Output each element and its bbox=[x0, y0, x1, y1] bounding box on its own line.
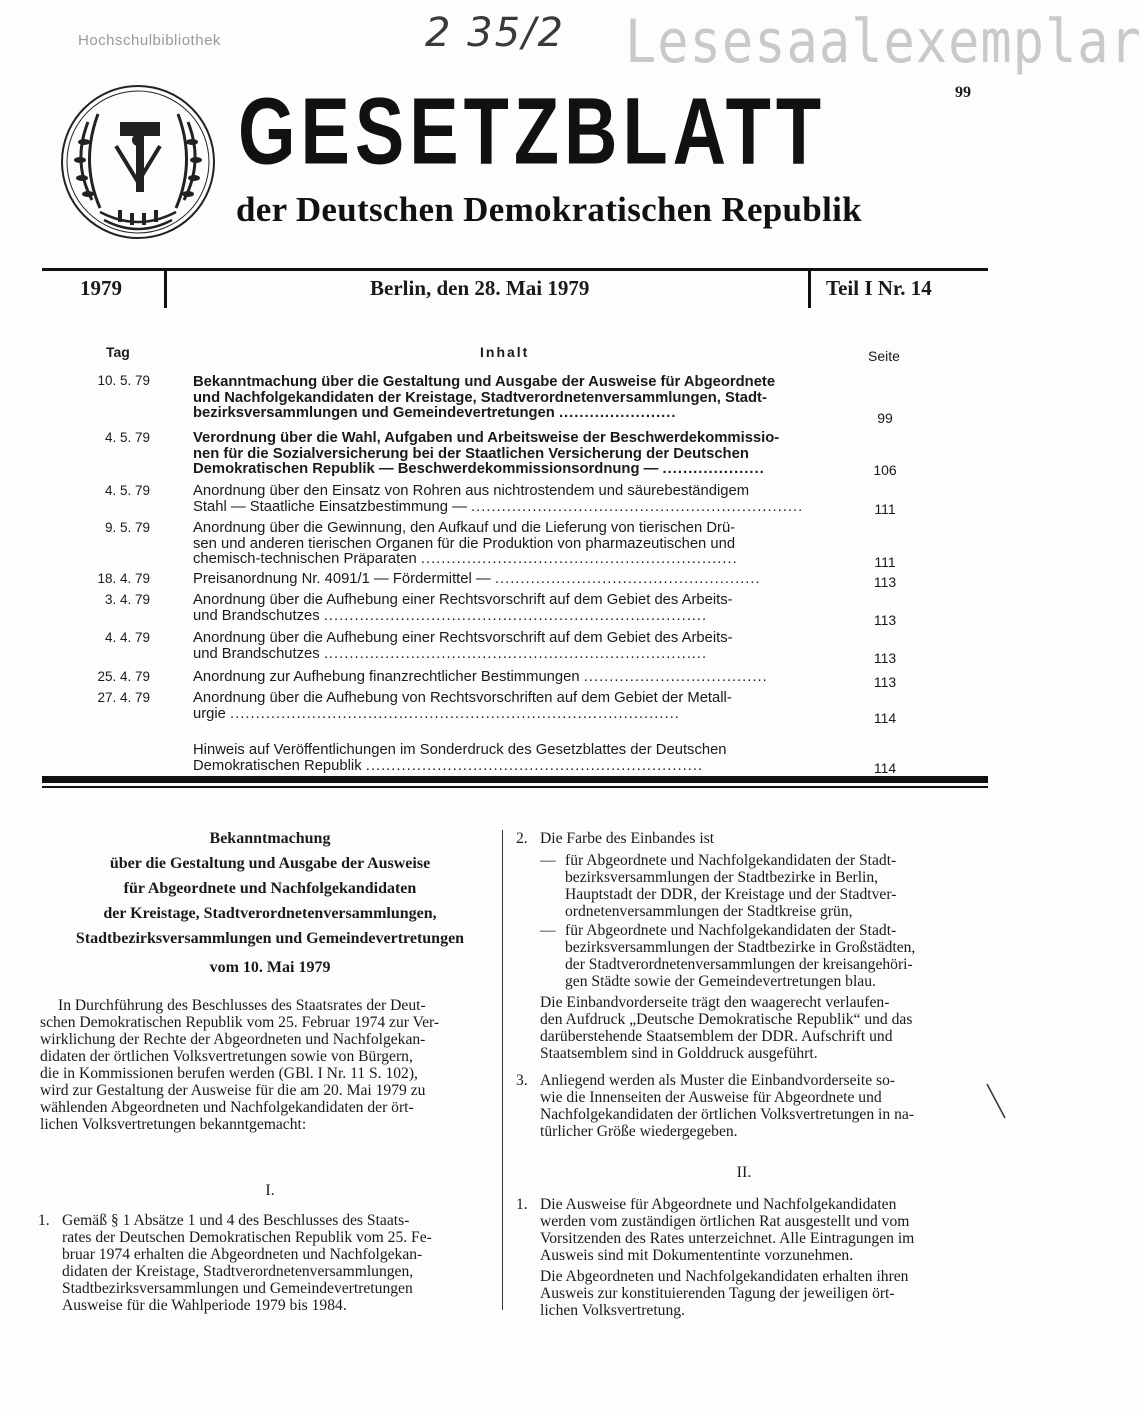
item-2-dash-1: für Abgeordnete und Nachfolgekandidaten der Stadt- bezirksversammlungen der Stadtbezirke in Berlin, Hauptstadt der DDR, der Kreistage und der Stadtver- ordnetenversammlungen der Stadtkreise grün, bbox=[565, 852, 897, 920]
toc-day: 27. 4. 79 bbox=[97, 690, 150, 705]
handwritten-shelfmark: 2 35/2 bbox=[425, 10, 565, 56]
item-4-text: Die Ausweise für Abgeordnete und Nachfolgekandidaten werden vom zuständigen örtlichen Rat ausgestellt und vom Vorsitzenden des Rates unterzeichnet. Alle Eintragungen im Ausweis sind mit Dokumententinte vorzunehmen. bbox=[540, 1196, 915, 1264]
toc-page: 113 bbox=[873, 574, 897, 590]
toc-day: 4. 5. 79 bbox=[104, 430, 150, 445]
toc-day: 18. 4. 79 bbox=[97, 571, 150, 586]
dash-marker: — bbox=[540, 922, 556, 939]
toc-title: Anordnung über die Aufhebung von Rechtsvorschriften auf dem Gebiet der Metall- urgie ........................................................................................ bbox=[193, 690, 732, 722]
toc-page: 111 bbox=[874, 554, 896, 570]
toc-day: 25. 4. 79 bbox=[97, 669, 150, 684]
toc-page: 113 bbox=[873, 612, 897, 628]
toc-title: Anordnung über die Gewinnung, den Aufkauf und die Lieferung von tierischen Drü- sen und anderen tierischen Organen für die Produktion von pharmazeutischen und chemisch-technischen Präparaten .............................................................. bbox=[193, 520, 738, 567]
article-date: vom 10. Mai 1979 bbox=[209, 959, 331, 976]
item-number: 1. bbox=[516, 1196, 528, 1213]
issue-header bbox=[42, 268, 988, 308]
toc-title: Bekanntmachung über die Gestaltung und Ausgabe der Ausweise für Abgeordnete und Nachfolgekandidaten der Kreistage, Stadtverordnetenversammlungen, Stadt- bezirksversammlungen und Gemeindevertretungen ....................... bbox=[193, 374, 776, 421]
library-stamp: Hochschulbibliothek bbox=[78, 32, 221, 49]
reading-room-stamp: Lesesaalexemplar bbox=[625, 8, 1142, 77]
article-preamble: In Durchführung des Beschlusses des Staatsrates der Deut- schen Demokratischen Republik vom 25. Februar 1974 zur Ver- wirklichung der Rechte der Abgeordneten und Nachfolgekan- didaten der örtlichen Volksvertretungen sowie von Bürgern, die in Kommissionen berufen werden (GBl. I Nr. 11 S. 102), wird zur Gestaltung der Ausweise für die am 20. Mai 1979 zu wählenden Abgeordneten und Nachfolgekandidaten der ört- lichen Volksvertretungen bekanntgemacht: bbox=[40, 997, 440, 1133]
item-number: 2. bbox=[516, 830, 528, 847]
toc-bottom-rule bbox=[42, 776, 988, 783]
issue-part: Teil I Nr. 14 bbox=[826, 276, 932, 300]
toc-title: Hinweis auf Veröffentlichungen im Sonderdruck des Gesetzblattes der Deutschen Demokratischen Republik .................................................................. bbox=[193, 742, 727, 774]
item-2-intro: Die Farbe des Einbandes ist bbox=[540, 830, 715, 847]
item-number: 1. bbox=[38, 1212, 50, 1229]
toc-page: 113 bbox=[873, 650, 897, 666]
header-top-rule bbox=[42, 268, 988, 271]
item-2-dash-2: für Abgeordnete und Nachfolgekandidaten der Stadt- bezirksversammlungen der Stadtbezirke in Großstädten, der Stadtverordnetenversammlungen der kreisangehöri- gen Städte sowie der Gemeindevertretungen blau. bbox=[565, 922, 916, 990]
masthead-subtitle: der Deutschen Demokratischen Republik bbox=[236, 190, 862, 229]
toc-page: 114 bbox=[873, 760, 897, 776]
column-divider bbox=[502, 830, 503, 1310]
item-number: 3. bbox=[516, 1072, 528, 1089]
toc-day: 9. 5. 79 bbox=[104, 520, 150, 535]
masthead-title: GESETZBLATT bbox=[238, 77, 827, 184]
section-one-title: I. bbox=[265, 1182, 275, 1199]
toc-title: Anordnung zur Aufhebung finanzrechtlicher Bestimmungen .................................... bbox=[193, 669, 768, 685]
article-heading: Bekanntmachung über die Gestaltung und Ausgabe der Ausweise für Abgeordnete und Nachfolgekandidaten der Kreistage, Stadtverordnetenversammlungen, Stadtbezirksversammlungen und Gemeindevertretungen bbox=[75, 830, 465, 947]
issue-date: Berlin, den 28. Mai 1979 bbox=[370, 276, 590, 300]
toc-page: 106 bbox=[873, 462, 897, 478]
page-number: 99 bbox=[955, 84, 971, 101]
toc-day: 10. 5. 79 bbox=[97, 373, 150, 388]
toc-page: 99 bbox=[877, 410, 893, 426]
section-two-title: II. bbox=[736, 1164, 752, 1181]
item-2-paragraph: Die Einbandvorderseite trägt den waagerecht verlaufen- den Aufdruck „Deutsche Demokratische Republik“ und das darüberstehende Staatsemblem der DDR. Aufschrift und Staatsemblem sind in Golddruck ausgeführt. bbox=[540, 994, 913, 1062]
item-3-text: Anliegend werden als Muster die Einbandvorderseite so- wie die Innenseiten der Ausweise für Abgeordnete und Nachfolgekandidaten der örtlichen Volksvertretungen in na- türlicher Größe wiedergegeben. bbox=[540, 1072, 914, 1140]
toc-title: Anordnung über die Aufhebung einer Rechtsvorschrift auf dem Gebiet des Arbeits- und Brandschutzes ........................................................................... bbox=[193, 630, 733, 662]
toc-day: 4. 4. 79 bbox=[104, 630, 150, 645]
toc-day: 4. 5. 79 bbox=[104, 483, 150, 498]
toc-page: 113 bbox=[873, 674, 897, 690]
toc-title: Preisanordnung Nr. 4091/1 — Fördermittel — .................................................... bbox=[193, 571, 761, 587]
item-4-paragraph: Die Abgeordneten und Nachfolgekandidaten erhalten ihren Ausweis zur konstituierenden Tagung der jeweiligen ört- lichen Volksvertretung. bbox=[540, 1268, 909, 1319]
toc-day: 3. 4. 79 bbox=[104, 592, 150, 607]
header-divider bbox=[808, 268, 811, 308]
toc-title: Anordnung über den Einsatz von Rohren aus nichtrostendem und säurebeständigem Stahl — Staatliche Einsatzbestimmung — ................................................................. bbox=[193, 483, 804, 515]
pen-mark-icon bbox=[985, 1082, 1007, 1122]
toc-page: 114 bbox=[873, 710, 897, 726]
toc-col-content: Inhalt bbox=[480, 344, 530, 360]
toc-page: 111 bbox=[874, 501, 896, 517]
toc-col-page: Seite bbox=[868, 348, 900, 364]
toc-title: Verordnung über die Wahl, Aufgaben und Arbeitsweise der Beschwerdekommissio- nen für die Sozialversicherung bei der Staatlichen Versicherung der Deutschen Demokratischen Republik — Beschwerdekommissionsordnung — .................... bbox=[193, 430, 780, 477]
toc-bottom-rule-thin bbox=[42, 786, 988, 788]
issue-year: 1979 bbox=[80, 276, 122, 300]
state-emblem-icon bbox=[58, 82, 218, 242]
toc-col-day: Tag bbox=[106, 344, 130, 360]
item-1-text: Gemäß § 1 Absätze 1 und 4 des Beschlusses des Staats- rates der Deutschen Demokratischen Republik vom 25. Fe- bruar 1974 erhalten die Abgeordneten und Nachfolgekan- didaten der Kreistage, Stadtverordnetenversammlungen, Stadtbezirksversammlungen und Gemeindevertretungen Ausweise für die Wahlperiode 1979 bis 1984. bbox=[62, 1212, 432, 1314]
toc-title: Anordnung über die Aufhebung einer Rechtsvorschrift auf dem Gebiet des Arbeits- und Brandschutzes ........................................................................... bbox=[193, 592, 733, 624]
header-divider bbox=[164, 268, 167, 308]
dash-marker: — bbox=[540, 852, 556, 869]
